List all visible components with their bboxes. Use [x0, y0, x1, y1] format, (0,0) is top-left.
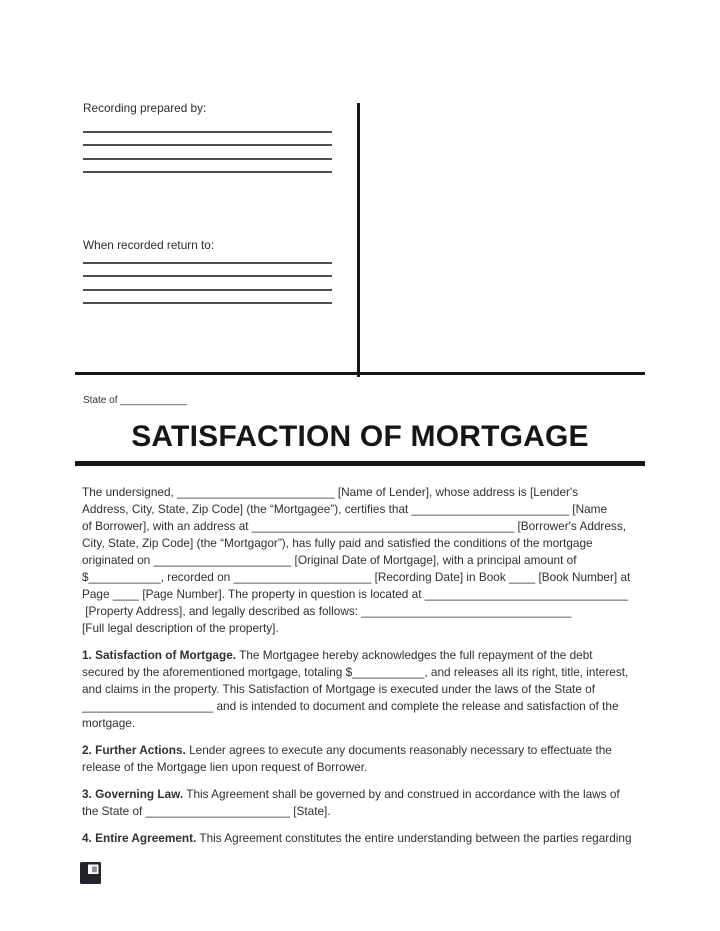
state-of-line: [83, 395, 187, 406]
legal-templates-logo-icon: [80, 862, 101, 884]
body-line: the State of ______________________ [State].: [82, 804, 331, 818]
body-line: 2. Further Actions. Lender agrees to execute any documents reasonably necessary to effectuate the: [82, 743, 612, 757]
body-line: 4. Entire Agreement. This Agreement constitutes the entire understanding between the parties regarding: [82, 831, 632, 845]
blank-write-in-line: [83, 291, 332, 305]
vertical-divider-line: [357, 103, 360, 377]
recording-prepared-label: Recording prepared by:: [83, 101, 207, 115]
body-line: $___________, recorded on _____________________ [Recording Date] in Book ____ [Book Number] at: [82, 570, 631, 584]
paragraph: [82, 484, 647, 637]
body-line: Address, City, State, Zip Code] (the “Mortgagee”), certifies that ________________________ [Name: [82, 502, 608, 516]
title-horizontal-rule: [75, 461, 645, 466]
state-of-blank-underscores: ____________: [120, 395, 187, 406]
blank-write-in-line: [83, 250, 332, 264]
body-line: The undersigned, ________________________ [Name of Lender], whose address is [Lender's: [82, 485, 579, 499]
body-line: mortgage.: [82, 716, 136, 730]
section-heading: 1. Satisfaction of Mortgage.: [82, 648, 237, 662]
body-line: of Borrower], with an address at ________________________________________ [Borrower's Address,: [82, 519, 626, 533]
body-line: City, State, Zip Code] (the “Mortgagor”), has fully paid and satisfied the conditions of the mortgage: [82, 536, 593, 550]
body-line: originated on _____________________ [Original Date of Mortgage], with a principal amount of: [82, 553, 577, 567]
body-text: [82, 484, 647, 857]
paragraph: [82, 742, 647, 776]
body-line: release of the Mortgage lien upon request of Borrower.: [82, 760, 368, 774]
body-line: Page ____ [Page Number]. The property in question is located at _______________________________: [82, 587, 629, 601]
document-title: SATISFACTION OF MORTGAGE: [131, 420, 589, 453]
recording-return-label: When recorded return to:: [83, 238, 215, 252]
blank-write-in-line: [83, 264, 332, 278]
top-horizontal-rule: [75, 372, 645, 375]
section-heading: 2. Further Actions.: [82, 743, 186, 757]
body-line: ____________________ and is intended to document and complete the release and satisfaction of the: [82, 699, 619, 713]
section-heading: 4. Entire Agreement.: [82, 831, 197, 845]
body-line: [Full legal description of the property].: [82, 621, 279, 635]
blank-write-in-line: [83, 119, 332, 133]
body-line: [Property Address], and legally described as follows: ________________________________: [82, 604, 572, 618]
paragraph: [82, 786, 647, 820]
paragraph: [82, 830, 647, 847]
recording-return-blank-lines: [83, 250, 332, 304]
body-line: secured by the aforementioned mortgage, totaling $___________, and releases all its right, title, interest,: [82, 665, 629, 679]
recording-prepared-blank-lines: [83, 119, 332, 173]
blank-write-in-line: [83, 160, 332, 174]
paragraph: [82, 647, 647, 732]
blank-write-in-line: [83, 133, 332, 147]
blank-write-in-line: [83, 277, 332, 291]
body-line: and claims in the property. This Satisfaction of Mortgage is executed under the laws of the State of: [82, 682, 596, 696]
blank-write-in-line: [83, 146, 332, 160]
section-heading: 3. Governing Law.: [82, 787, 184, 801]
body-line: 3. Governing Law. This Agreement shall be governed by and construed in accordance with the laws of: [82, 787, 620, 801]
body-line: 1. Satisfaction of Mortgage. The Mortgagee hereby acknowledges the full repayment of the debt: [82, 648, 593, 662]
state-of-label: State of: [83, 395, 118, 406]
